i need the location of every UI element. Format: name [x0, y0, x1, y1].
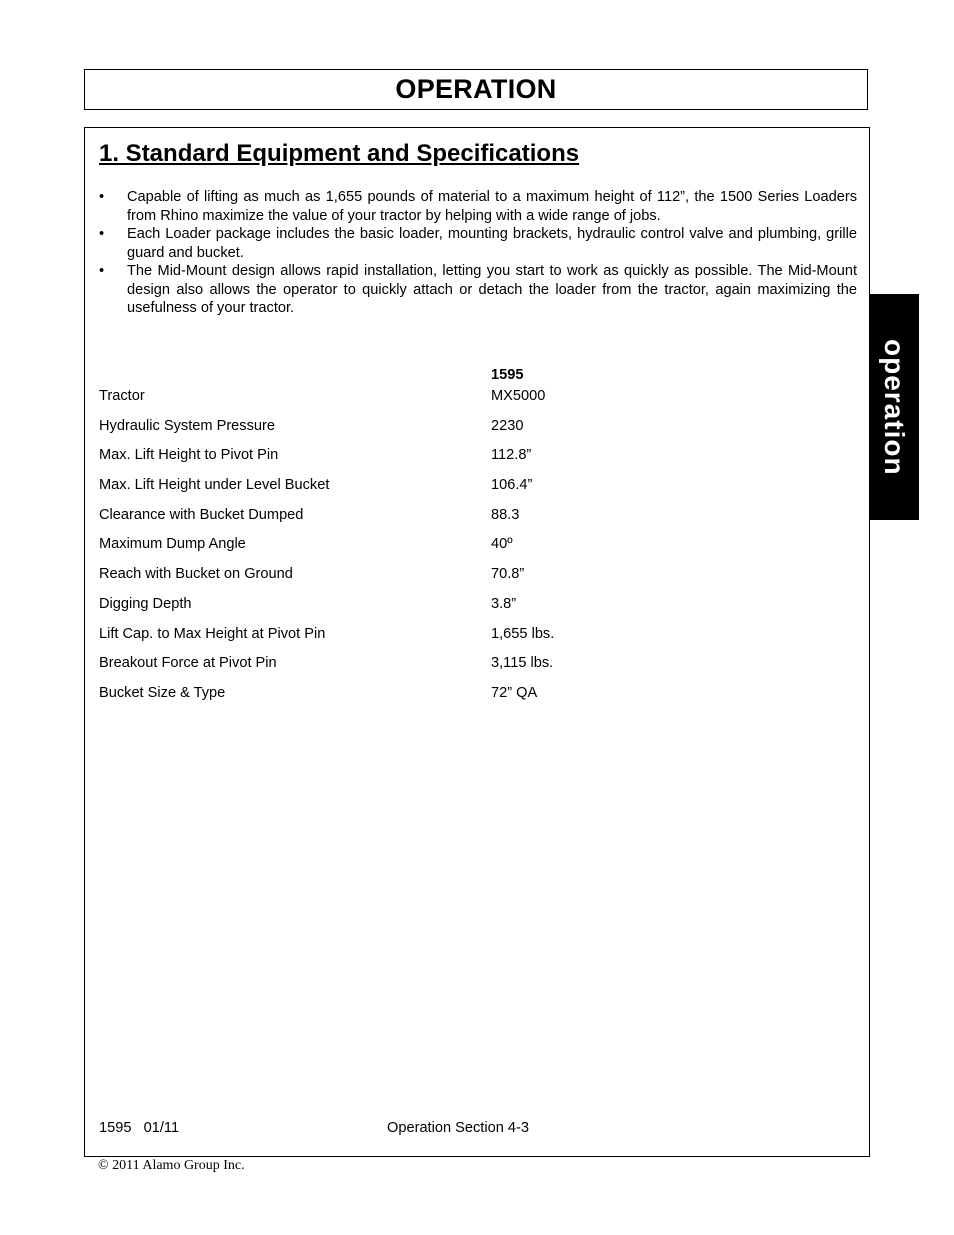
spec-value: 88.3: [491, 506, 520, 523]
content-frame: [84, 127, 870, 1157]
spec-model-header: 1595: [491, 367, 524, 383]
footer-page-number: Operation Section 4-3: [387, 1120, 529, 1136]
spec-value: 70.8”: [491, 566, 525, 583]
spec-label: Lift Cap. to Max Height at Pivot Pin: [99, 625, 326, 642]
bullet-mark: •: [99, 226, 105, 242]
spec-table: [99, 388, 799, 715]
spec-row: [99, 626, 799, 656]
bullet-text: Each Loader package includes the basic loader, mounting brackets, hydraulic control valve and plumbing, grille guard and bucket.: [127, 226, 857, 261]
bullet-item: [99, 262, 857, 318]
spec-label: Max. Lift Height under Level Bucket: [99, 477, 330, 494]
feature-bullet-list: [99, 188, 857, 318]
spec-row: [99, 507, 799, 537]
spec-label: Reach with Bucket on Ground: [99, 566, 293, 583]
spec-label: Breakout Force at Pivot Pin: [99, 655, 277, 672]
spec-row: [99, 566, 799, 596]
bullet-text: The Mid-Mount design allows rapid installation, letting you start to work as quickly as possible. The Mid-Mount design also allows the operator to quickly attach or detach the loader from the tractor, again maximizing the usefulness of your tractor.: [127, 263, 857, 316]
spec-label: Tractor: [99, 388, 145, 404]
bullet-mark: •: [99, 189, 105, 205]
spec-row: [99, 447, 799, 477]
spec-row: [99, 477, 799, 507]
side-section-tab: [869, 294, 919, 520]
spec-value: 106.4”: [491, 477, 533, 494]
spec-value: 1,655 lbs.: [491, 625, 555, 642]
spec-value: 3.8”: [491, 595, 517, 612]
spec-value: MX5000: [491, 388, 546, 404]
spec-row: [99, 655, 799, 685]
spec-label: Clearance with Bucket Dumped: [99, 506, 304, 523]
header-box: [84, 69, 868, 110]
bullet-item: [99, 188, 857, 225]
spec-value: 112.8”: [491, 447, 532, 464]
spec-value: 3,115 lbs.: [491, 655, 554, 672]
spec-row: [99, 418, 799, 448]
section-heading: 1. Standard Equipment and Specifications: [99, 140, 580, 167]
bullet-text: Capable of lifting as much as 1,655 pounds of material to a maximum height of 112”, the 1500 Series Loaders from Rhino maximize the value of your tractor by helping with a wide range of jobs.: [127, 189, 857, 224]
bullet-mark: •: [99, 263, 105, 279]
footer-model-date: 1595 01/11: [99, 1120, 180, 1136]
page-header-title: OPERATION: [395, 74, 557, 104]
bullet-item: [99, 225, 857, 262]
spec-value: 2230: [491, 417, 524, 434]
spec-row: [99, 388, 799, 418]
copyright-notice: © 2011 Alamo Group Inc.: [98, 1158, 245, 1173]
spec-label: Max. Lift Height to Pivot Pin: [99, 447, 279, 464]
spec-label: Digging Depth: [99, 595, 192, 612]
spec-label: Hydraulic System Pressure: [99, 417, 275, 434]
side-tab-label: operation: [879, 338, 910, 476]
spec-value: 72” QA: [491, 684, 538, 701]
spec-label: Bucket Size & Type: [99, 684, 226, 701]
spec-label: Maximum Dump Angle: [99, 536, 246, 553]
spec-row: [99, 536, 799, 566]
spec-row: [99, 596, 799, 626]
spec-row: [99, 685, 799, 715]
spec-value: 40º: [491, 536, 513, 553]
